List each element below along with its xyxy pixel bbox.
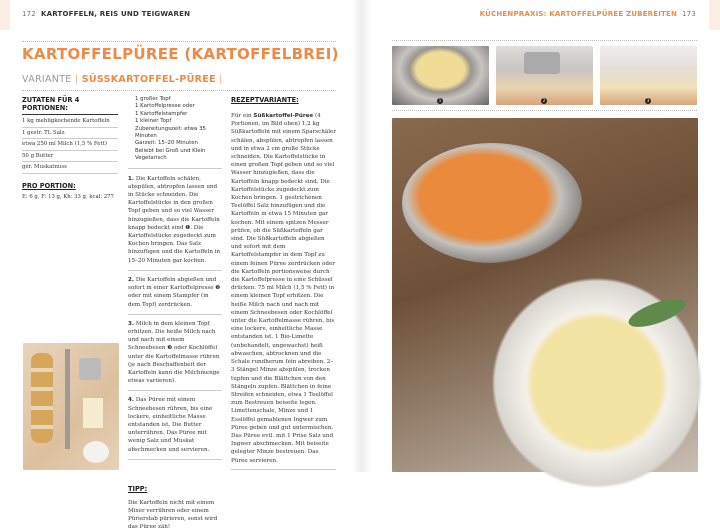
- step-marker-3: 3: [646, 98, 650, 103]
- section-title: KÜCHENPRAXIS: KARTOFFELPÜREE ZUBEREITEN: [479, 10, 678, 18]
- ingredient-item: 50 g Butter: [22, 151, 118, 163]
- gutter-shadow: [352, 0, 372, 472]
- equipment-item: 1 kleiner Topf: [135, 118, 172, 125]
- recipe-step: [128, 396, 222, 459]
- variant-name: SÜSSKARTOFFEL-PÜREE: [81, 74, 216, 85]
- step-number: 2.: [128, 276, 135, 283]
- step-number: 4.: [128, 397, 135, 404]
- recipe-step: [128, 276, 222, 315]
- recipe-title: KARTOFFELPÜREE (KARTOFFELBREI): [22, 45, 339, 63]
- divider: [392, 40, 697, 41]
- equipment-list: [128, 96, 222, 126]
- time-item: Garzeit: 15–20 Minuten: [135, 140, 198, 147]
- tag-item: Beliebt bei Groß und Klein: [135, 147, 206, 154]
- variant-column: [231, 96, 336, 470]
- per-portion-values: E: 6 g, F: 13 g, Kh: 33 g, kcal: 277: [22, 193, 114, 200]
- ingredient-item: 1 kg mehligkochende Kartoffeln: [22, 116, 118, 128]
- ingredient-item: 1 gestr. TL Salz: [22, 128, 118, 140]
- step-text: Milch in dem kleinen Topf erhitzen. Die heiße Milch nach und nach mit einem Schneebesen ❸ oder Kochlöffel unter die Kartoffelmasse rühren (je nach Beschaffenheit der Kartoffeln kann die Milchmenge etwas variieren).: [128, 320, 220, 385]
- ingredient-item: etwa 250 ml Milch (1,5 % Fett): [22, 139, 118, 151]
- ingredients-heading: ZUTATEN FÜR 4 PORTIONEN:: [22, 96, 118, 115]
- ingredient-item: ger. Muskatnuss: [22, 162, 118, 174]
- step-number: 3.: [128, 320, 135, 327]
- tags-list: [128, 148, 222, 169]
- step-text: Das Püree mit einem Schneebesen rühren, bis eine lockere, einheitliche Masse entstanden ist. Die Butter unterrühren. Das Püree mit wenig Salz und Muskat abschmecken und servieren.: [128, 397, 213, 453]
- step-number: 1.: [128, 175, 135, 182]
- method-column: [128, 96, 222, 532]
- variant-bold: Süßkartoffel-Püree: [253, 113, 314, 119]
- step-photo-1: [392, 46, 489, 105]
- page-number: 173: [682, 10, 696, 18]
- divider: [22, 90, 336, 91]
- equipment-item: 1 Kartoffelstampfer: [135, 110, 188, 117]
- equipment-item: 1 Kartoffelpresse oder: [135, 103, 195, 110]
- per-portion-heading: PRO PORTION:: [22, 181, 76, 190]
- recipe-step: [128, 175, 222, 271]
- variant-body: (4 Portionen, im Bild oben) 1,2 kg Süßkartoffeln mit einem Sparschäler schälen, abspülen, abtropfen lassen und in etwa 2 cm große Stücke schneiden. Die Kartoffelstücke in einen großen Topf geben und so viel Wasser hinzugießen, dass die Kartoffeln knapp bedeckt sind. Die Kartoffelstücke zugedeckt zum Kochen bringen. 1 gestrichenen Teelöffel Salz hinzufügen und die Kartoffeln in etwa 15 Minuten gar kochen. Mit einem spitzen Messer prüfen, ob die Süßkartoffeln gar sind. Die Süßkartoffeln abgießen und sofort mit dem Kartoffelstampfer in dem Topf zu einem feinen Püree zerdrücken oder die Kartoffeln portionsweise durch die Kartoffelpresse in eine Schüssel drücken. 75 ml Milch (1,5 % Fett) in einem kleinen Topf erhitzen. Die heiße Milch nach und nach mit einem Schneebesen oder Kochlöffel unter die Kartoffelmasse rühren, bis eine lockere, einheitliche Masse entstanden ist. 1 Bio-Limette (unbehandelt, ungewachst) heiß abwaschen, abtrocknen und die Schale rundherum fein abreiben. 2–3 Stängel Minze abspülen, trocken tupfen und die Blättchen von den Stängeln zupfen. Blättchen in feine Streifen schneiden, etwa 1 Teelöffel zum Bestreuen beiseite legen. Limettenschale, Minze und 1 Esslöffel gemahlenen Ingwer zum Püree geben und gut untermischen. Das Püree evtl. mit 1 Prise Salz und Ingwer abschmecken. Mit beiseite gelegter Minze bestreuen. Das Püree servieren.: [231, 113, 336, 464]
- ingredients-column: [22, 96, 118, 201]
- tip-heading: TIPP:: [128, 484, 148, 493]
- step-marker-2: 2: [542, 98, 546, 103]
- step-photo-2: [496, 46, 593, 105]
- step-photo-3: [600, 46, 697, 105]
- page-tab-right: [709, 0, 720, 30]
- time-item: Zubereitungszeit: etwa 35 Minuten: [135, 125, 206, 140]
- variant-text: [231, 112, 336, 470]
- divider: [22, 41, 336, 42]
- equipment-item: 1 großer Topf: [135, 96, 171, 102]
- tip-text: Die Kartoffeln nicht mit einem Mixer verrühren oder einem Pürierstab pürieren, sonst wird das Püree zäh!: [128, 499, 218, 531]
- variant-label: VARIANTE: [22, 74, 72, 85]
- variant-intro: Für ein: [231, 113, 252, 119]
- divider: [392, 110, 697, 111]
- time-info: [128, 126, 222, 148]
- page-tab-left: [0, 0, 10, 30]
- step-text: Die Kartoffeln schälen, abspülen, abtropfen lassen und in Stücke schneiden. Die Kartoffelstücke in den großen Topf geben und so viel Wasser hinzugießen, dass die Kartoffeln knapp bedeckt sind ❶. Die Kartoffelstücke zugedeckt zum Kochen bringen. Das Salz hinzufügen und die Kartoffeln in 15–20 Minuten gar kochen.: [128, 175, 221, 264]
- step-text: Die Kartoffeln abgießen und sofort in einer Kartoffelpresse ❷ oder mit einem Stampfer (in dem Topf) zerdrücken.: [128, 276, 221, 308]
- tag-item: Vegetarisch: [135, 155, 167, 162]
- recipe-step: [128, 320, 222, 392]
- step-marker-1: 1: [438, 98, 442, 103]
- running-head-left: [22, 10, 190, 18]
- main-dish-photo: [392, 118, 698, 472]
- ingredients-photo: [23, 343, 119, 470]
- variant-heading: REZEPTVARIANTE:: [231, 96, 299, 104]
- running-head-right: [480, 10, 696, 18]
- chapter-title: KARTOFFELN, REIS UND TEIGWAREN: [40, 10, 191, 18]
- page-number: 172: [22, 10, 36, 18]
- variant-line: VARIANTE | SÜSSKARTOFFEL-PÜREE |: [22, 74, 223, 85]
